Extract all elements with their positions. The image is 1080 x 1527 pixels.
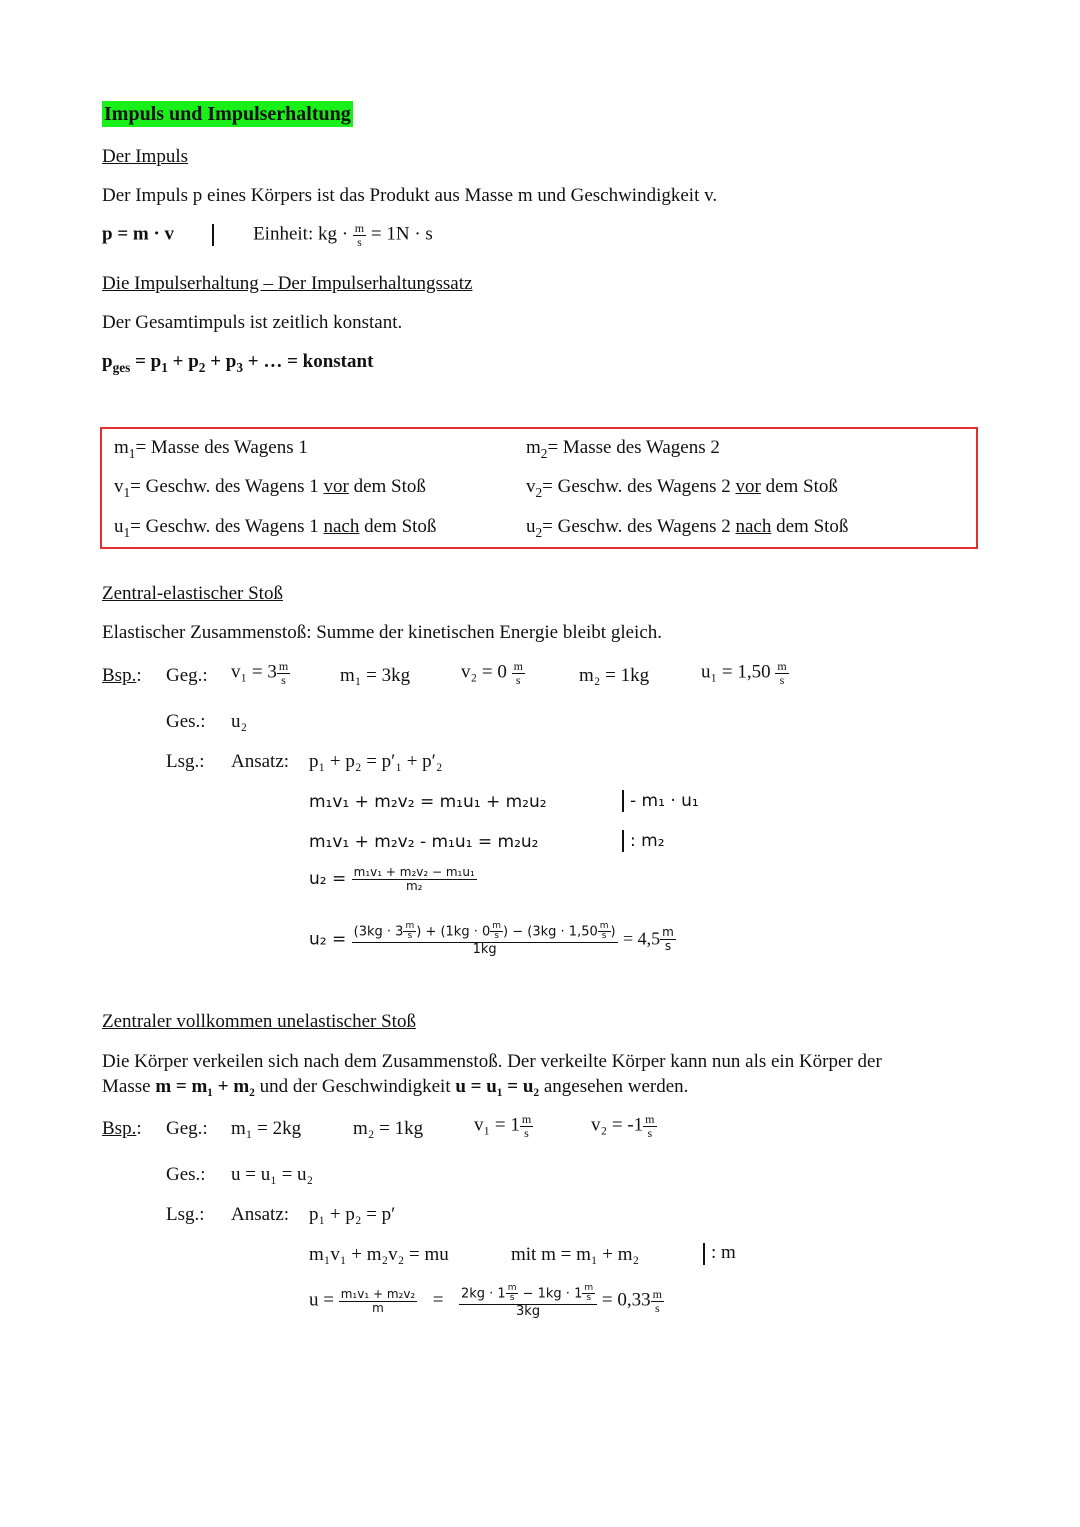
def-m2: $m_2=$ Masse des Wagens 2 (526, 437, 720, 461)
bsp1-v1: v₁ = 3 $\frac{m}{s}$ (231, 659, 289, 687)
bsp1-eq2-op: - m₁ · u₁ (622, 790, 699, 812)
impulserhaltung-formula: $p_{ges} = p_1 + p_2 + p_3$ + … = konstant (102, 351, 374, 375)
bsp2-ges-value: u = u₁ = u₂ (231, 1164, 314, 1185)
bsp1-v2: v₂ = 0 $\frac{m}{s}$ (461, 659, 523, 687)
bsp2-label: Bsp.: (102, 1118, 142, 1139)
bsp2-ansatz-label: Ansatz: (231, 1204, 290, 1225)
bsp2-m1: m₁ = 2kg (231, 1118, 302, 1139)
unit-fraction: $\frac{m}{s}$ (354, 221, 365, 249)
bsp1-eq4: u₂ = $\frac{\text{m₁v₁ + m₂v₂ − m₁u₁}}{\text{m₂}}$ (309, 865, 475, 893)
bsp2-ges-label: Ges.: (166, 1164, 206, 1185)
bsp1-eq3-op: : m₂ (622, 830, 665, 852)
def-u1: $u_1=$ Geschw. des Wagens 1 nach dem Stoß (114, 516, 437, 540)
bsp2-eq2: m₁v₁ + m₂v₂ = mu (309, 1244, 449, 1265)
bsp1-m1: m₁ = 3kg (340, 665, 411, 686)
bsp1-ges-label: Ges.: (166, 711, 206, 732)
bsp1-ges-value: u₂ (231, 711, 248, 732)
impuls-formula: p = m · v (102, 223, 175, 245)
bsp2-eq1: p₁ + p₂ = p′ (309, 1204, 396, 1225)
bsp2-geg-label: Geg.: (166, 1118, 208, 1139)
bsp2-eq3: u = $\frac{\text{m₁v₁ + m₂v₂}}{m}$ = 2kg · 1 $\frac{m}{s}$ − 1kg · 1 $\frac{m}{s}$ 3kg = 0,33 $\frac{m}{s}$ (309, 1283, 662, 1319)
section-heading-impulserhaltung: Die Impulserhaltung – Der Impulserhaltungssatz (102, 273, 473, 294)
def-u2: $u_2=$ Geschw. des Wagens 2 nach dem Stoß (526, 516, 849, 540)
bsp1-eq5: u₂ = (3kg · 3 $\frac{m}{s}$ ) + (1kg · 0 $\frac{m}{s}$ ) − (3kg · 1,50 $\frac{m}{s}$ ) 1kg = 4,5 $\frac{m}{s}$ (309, 921, 674, 957)
unelastisch-text-2: Masse m = m₁ + m₂ und der Geschwindigkeit u = u₁ = u₂ angesehen werden. (102, 1076, 689, 1097)
bsp1-eq1: p₁ + p₂ = p′₁ + p′₂ (309, 751, 443, 772)
section-heading-elastisch: Zentral-elastischer Stoß (102, 583, 283, 604)
bsp1-m2: m₂ = 1kg (579, 665, 650, 686)
bsp1-ansatz-label: Ansatz: (231, 751, 290, 772)
bsp2-v2: v₂ = -1 $\frac{m}{s}$ (591, 1112, 655, 1140)
bsp1-u1: u₁ = 1,50 $\frac{m}{s}$ (701, 659, 787, 687)
bsp1-lsg-label: Lsg.: (166, 751, 205, 772)
bsp2-lsg-label: Lsg.: (166, 1204, 205, 1225)
impulserhaltung-text: Der Gesamtimpuls ist zeitlich konstant. (102, 312, 403, 333)
bsp1-label: Bsp.: (102, 665, 142, 686)
bsp2-v1: v₁ = 1 $\frac{m}{s}$ (474, 1112, 532, 1140)
def-v1: $v_1=$ Geschw. des Wagens 1 vor dem Stoß (114, 476, 426, 500)
bsp2-eq2-op: : m (703, 1242, 736, 1265)
bsp1-geg-label: Geg.: (166, 665, 208, 686)
section-heading-impuls: Der Impuls (102, 146, 189, 167)
impuls-definition: Der Impuls p eines Körpers ist das Produkt aus Masse m und Geschwindigkeit v. (102, 185, 718, 206)
bsp2-m2: m₂ = 1kg (353, 1118, 424, 1139)
unit-label: Einheit: kg · (253, 223, 349, 245)
separator-bar (212, 224, 214, 246)
section-heading-unelastisch: Zentraler vollkommen unelastischer Stoß (102, 1011, 416, 1032)
def-m1: $m_1=$ Masse des Wagens 1 (114, 437, 308, 461)
unit-rest: = 1N · s (370, 223, 433, 245)
unelastisch-text-1: Die Körper verkeilen sich nach dem Zusammenstoß. Der verkeilte Körper kann nun als ein Körper der (102, 1051, 882, 1072)
bsp1-eq3: m₁v₁ + m₂v₂ - m₁u₁ = m₂u₂ (309, 832, 539, 852)
title-highlight: Impuls und Impulserhaltung (104, 103, 351, 125)
elastisch-text: Elastischer Zusammenstoß: Summe der kinetischen Energie bleibt gleich. (102, 622, 663, 643)
def-v2: $v_2=$ Geschw. des Wagens 2 vor dem Stoß (526, 476, 838, 500)
bsp2-eq2-mit: mit m = m₁ + m₂ (511, 1244, 640, 1265)
page-title (102, 103, 353, 126)
bsp1-eq2: m₁v₁ + m₂v₂ = m₁u₁ + m₂u₂ (309, 792, 547, 812)
impuls-formula-line (102, 222, 433, 248)
